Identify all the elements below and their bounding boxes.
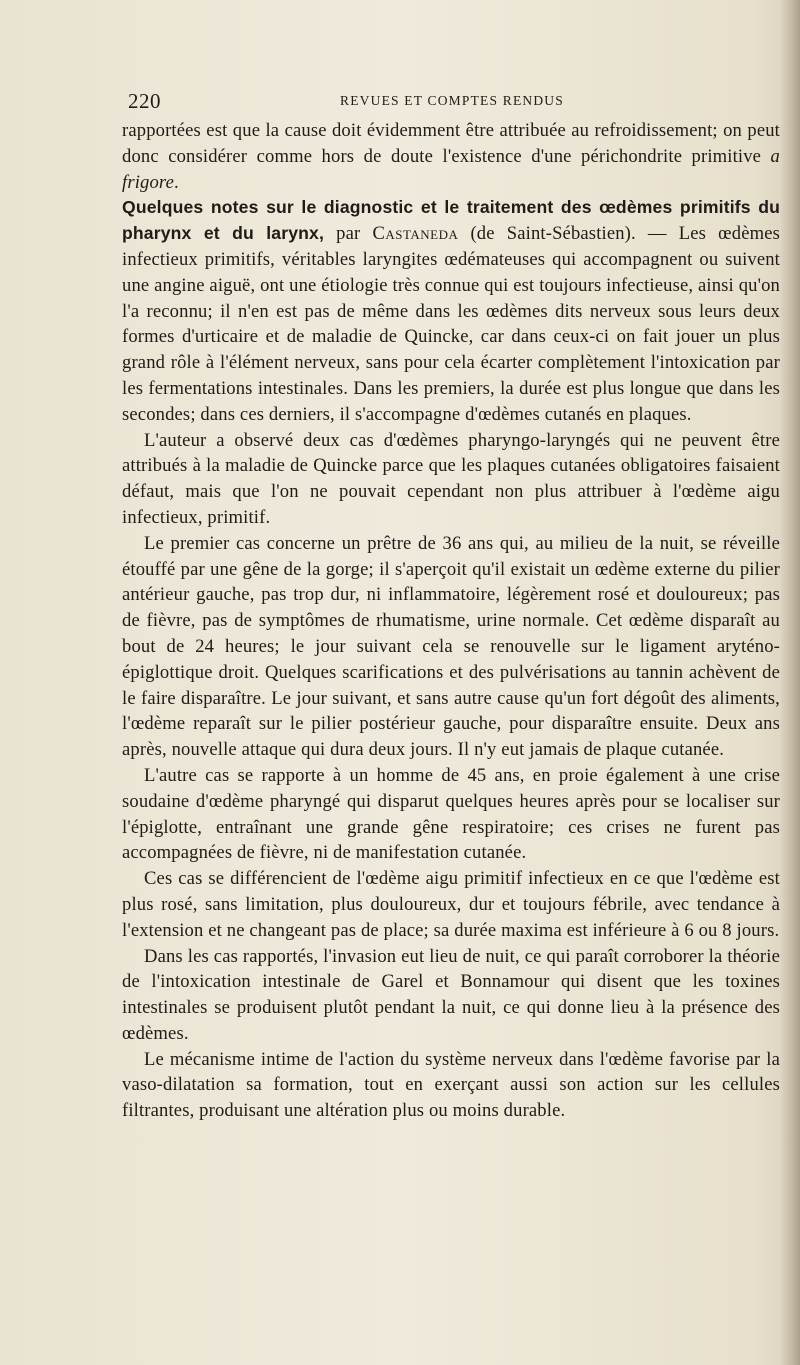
paragraph-4: Le premier cas concerne un prêtre de 36 ans qui, au milieu de la nuit, se réveille étouffé par une gêne de la gorge; il s'aperçoit qu'il existait un œdème externe du pilier antérieur gauche, pas trop dur, ni inflammatoire, légèrement rosé et douloureux; pas de fièvre, pas de symptômes de rhumatisme, urine normale. Cet œdème disparaît au bout de 24 heures; le jour suivant cela se renouvelle sur le ligament aryténo-épiglottique droit. Quelques scarifications et des pulvérisations au tannin achèvent de le faire disparaître. Le jour suivant, et sans autre cause qu'un fort dégoût des aliments, l'œdème reparaît sur le pilier postérieur gauche, pour disparaître ensuite. Deux ans après, nouvelle attaque qui dura deux jours. Il n'y eut jamais de plaque cutanée. <box>122 532 780 761</box>
paragraph-7: Dans les cas rapportés, l'invasion eut lieu de nuit, ce qui paraît corroborer la théorie de l'intoxication intestinale de Garel et Bonnamour qui disent que les toxines intestinales se produisent plutôt pendant la nuit, ce qui donne lieu à la présence des œdèmes. <box>122 945 780 1044</box>
paragraph-2 <box>122 195 780 427</box>
byline-connector: par <box>324 223 373 245</box>
paragraph-8: Le mécanisme intime de l'action du système nerveux dans l'œdème favorise par la vaso-dilatation sa formation, tout en exerçant aussi son action sur les cellules filtrantes, produisant une altération plus ou moins durable. <box>122 1048 780 1122</box>
paragraph-text: rapportées est que la cause doit évidemment être attribuée au refroidissement; on peut donc considérer comme hors de doute l'existence d'une périchondrite primitive <box>122 120 780 167</box>
italic-phrase: a frigore <box>122 145 780 193</box>
paragraph-end: . <box>174 171 179 193</box>
author-name: Castaneda <box>372 223 459 245</box>
article-body <box>122 118 780 1124</box>
page-edge-shadow <box>780 0 800 1365</box>
page-header <box>128 88 776 114</box>
page-number: 220 <box>128 89 161 113</box>
running-title: REVUES ET COMPTES RENDUS <box>340 93 564 108</box>
paragraph-text: (de Saint-Sébastien). — Les œdèmes infectieux primitifs, véritables laryngites œdémateuses qui accompagnent ou suivent une angine aiguë, ont une étiologie très connue qui est toujours infectieuse, ainsi qu'on l'a reconnu; il n'en est pas de même dans les œdèmes dits nerveux sous leurs deux formes d'urticaire et de maladie de Quincke, car dans ceux-ci on fait jouer un plus grand rôle à l'élément nerveux, sans pour cela écarter complètement l'intoxication par les fermentations intestinales. Dans les premiers, la durée est plus longue que dans les secondes; dans ces derniers, il s'accompagne d'œdèmes cutanés en plaques. <box>122 223 780 425</box>
paragraph-3: L'auteur a observé deux cas d'œdèmes pharyngo-laryngés qui ne peuvent être attribués à la maladie de Quincke parce que les plaques cutanées obligatoires faisaient défaut, mais que l'on ne pouvait cependant non plus attribuer à l'œdème aigu infectieux, primitif. <box>122 429 780 528</box>
article-title: Quelques notes sur le diagnostic et le traitement des œdèmes primitifs du pharynx et du larynx, <box>122 197 780 244</box>
paragraph-1 <box>122 118 780 195</box>
paragraph-5: L'autre cas se rapporte à un homme de 45 ans, en proie également à une crise soudaine d'œdème pharyngé qui disparut quelques heures après pour se localiser sur l'épiglotte, entraînant une grande gêne respiratoire; ces crises ne furent pas accompagnées de fièvre, ni de manifestation cutanée. <box>122 764 780 864</box>
paragraph-6: Ces cas se différencient de l'œdème aigu primitif infectieux en ce que l'œdème est plus rosé, sans limitation, plus douloureux, dur et toujours fébrile, avec tendance à l'extension et ne changeant pas de place; sa durée maxima est inférieure à 6 ou 8 jours. <box>122 868 780 941</box>
